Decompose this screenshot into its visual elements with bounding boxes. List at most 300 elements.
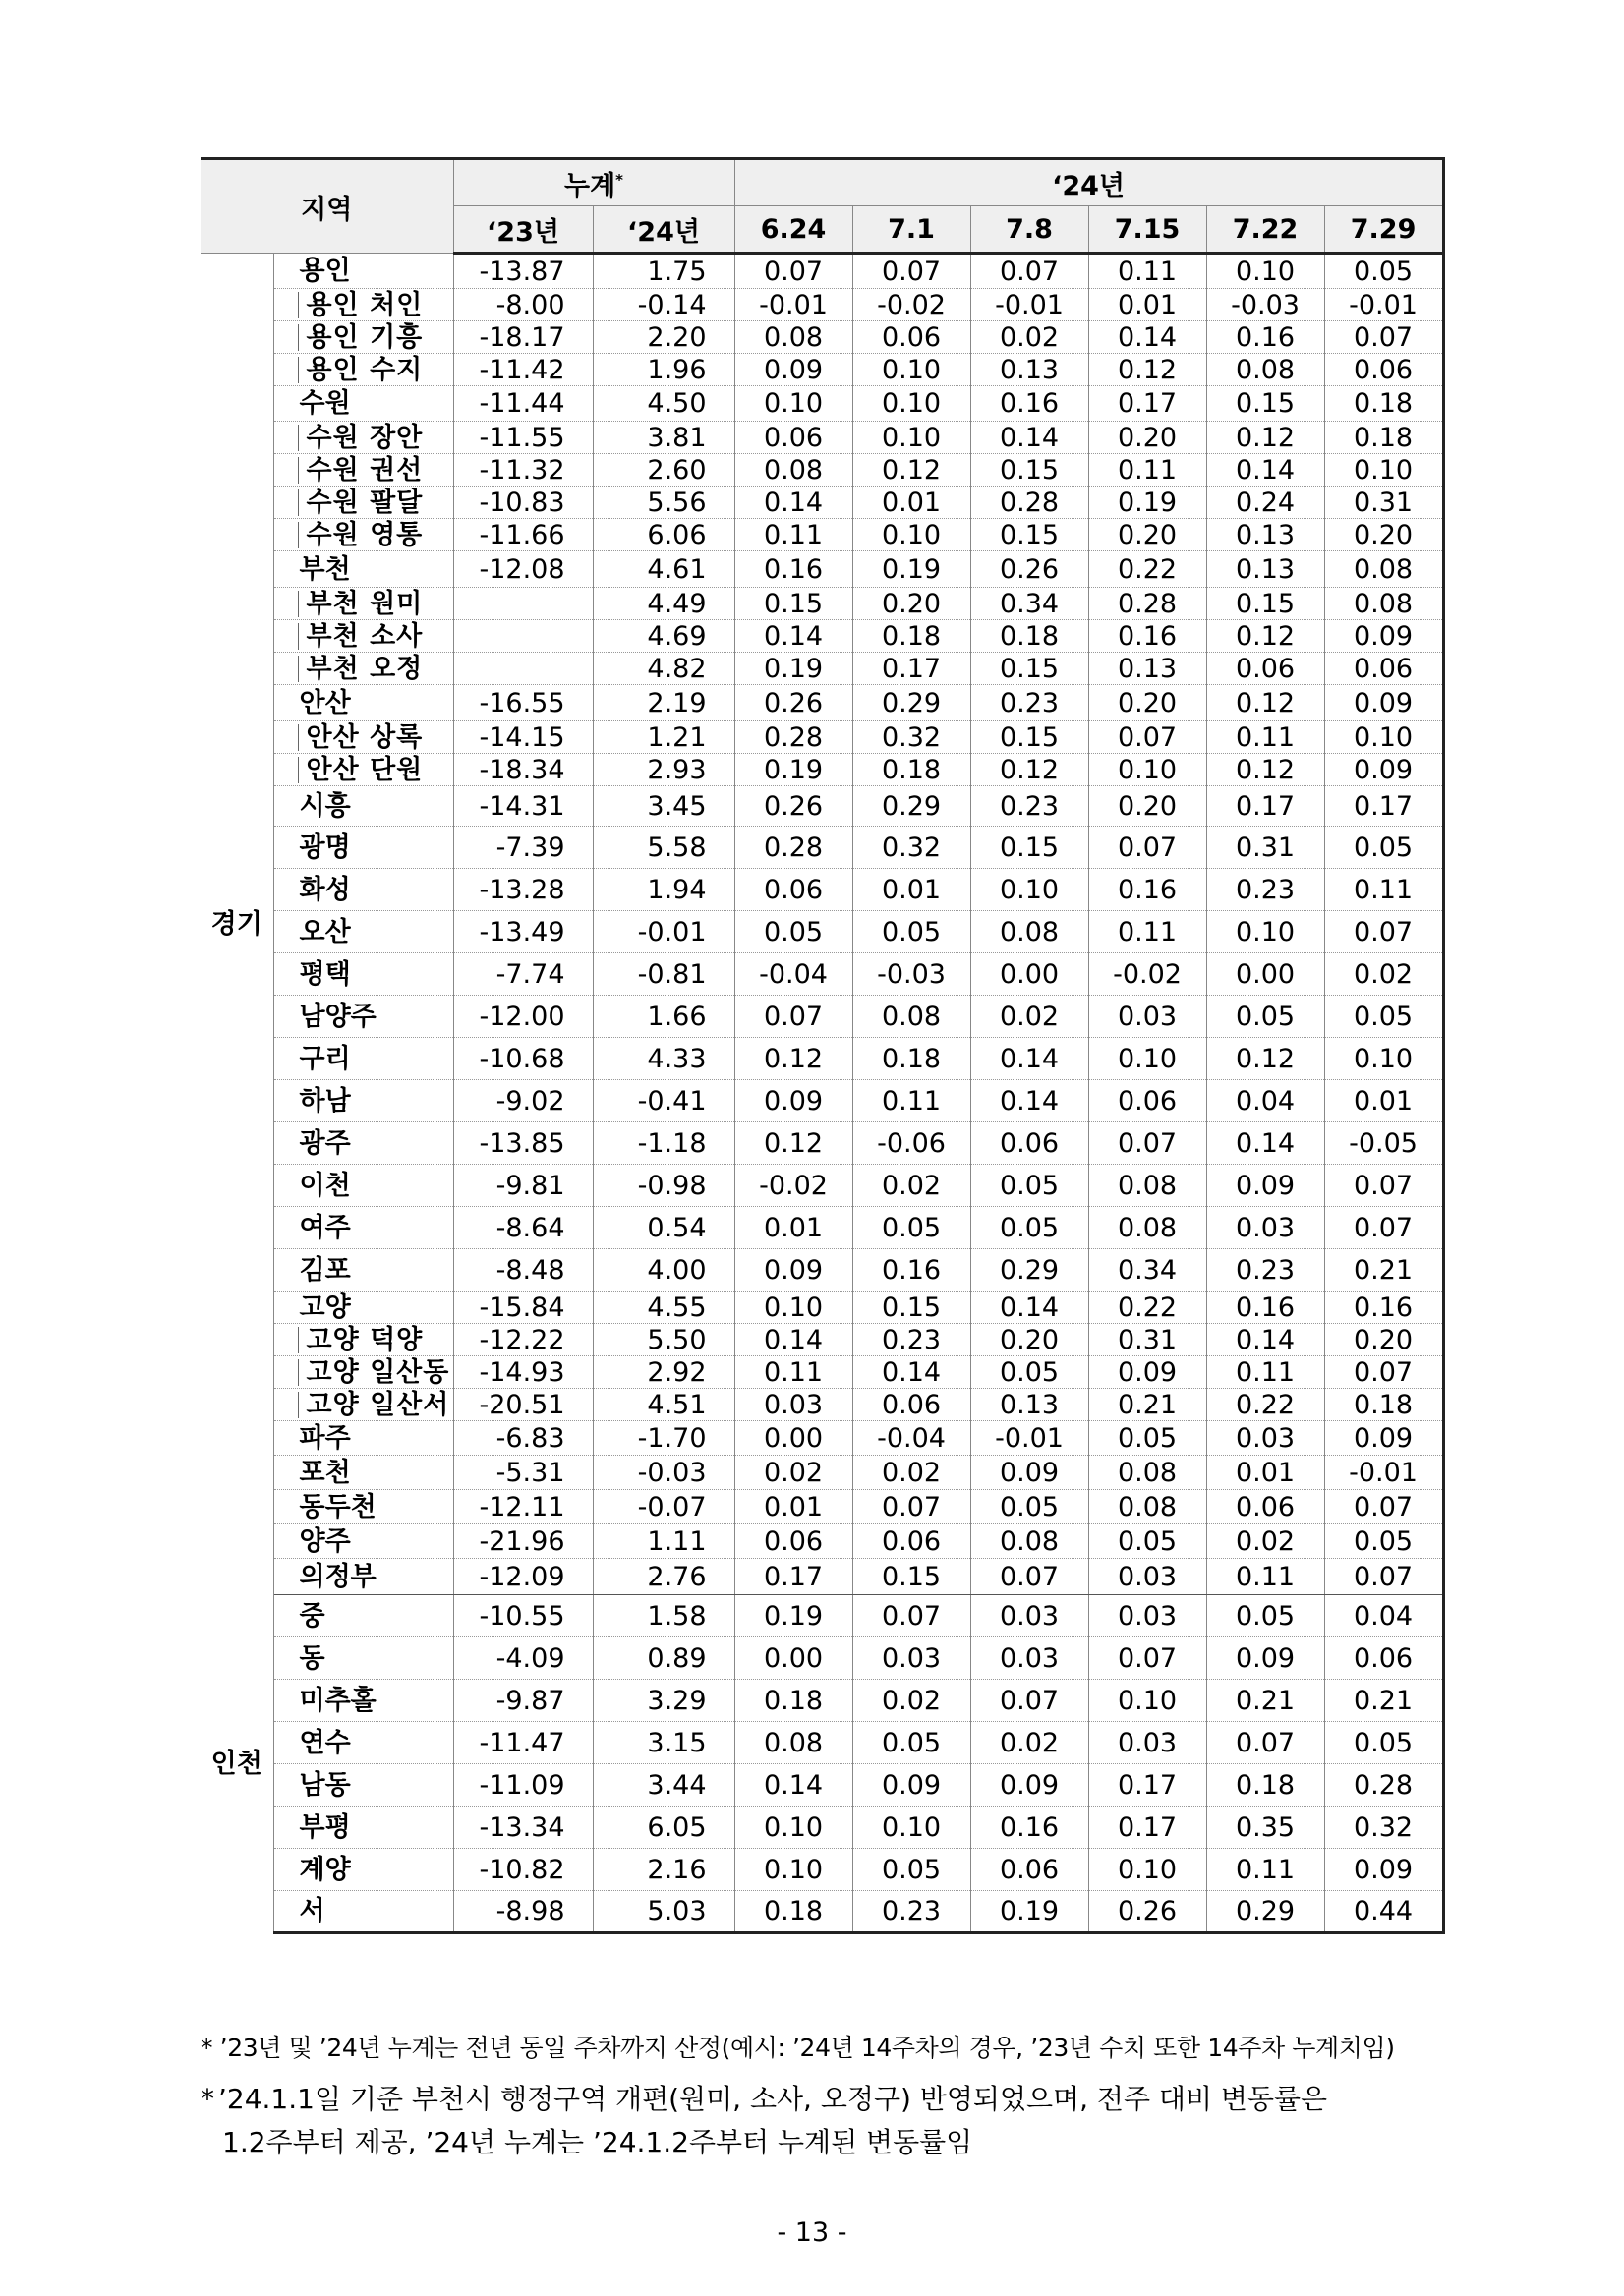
weekly-change: 0.12 [734,1122,852,1165]
cumulative-23: -20.51 [453,1389,593,1421]
weekly-change: 0.06 [1206,653,1324,685]
cumulative-23: -12.11 [453,1490,593,1524]
weekly-change: 0.06 [970,1122,1088,1165]
province-label: 인천 [201,1595,273,1933]
region-name: 남동 [273,1764,453,1807]
weekly-change: 0.16 [1206,1292,1324,1324]
weekly-change: 0.05 [1324,827,1443,869]
weekly-change: 0.03 [734,1389,852,1421]
weekly-change: 0.20 [852,588,970,620]
subregion-label: 고양 일산동 [298,1359,462,1386]
table-row [201,1080,1443,1122]
table-row [201,487,1443,519]
weekly-change: -0.04 [852,1421,970,1456]
subregion-label: 안산 상록 [298,724,435,751]
weekly-change: 0.16 [734,551,852,588]
subregion-name [273,620,453,653]
weekly-change: 0.20 [1088,786,1206,827]
weekly-change: 0.02 [970,1722,1088,1764]
weekly-change: 0.07 [734,996,852,1038]
weekly-change: 0.14 [734,487,852,519]
weekly-change: 0.14 [1206,1122,1324,1165]
header-week: 7.29 [1324,206,1443,254]
weekly-change: 0.14 [1206,454,1324,487]
subregion-label: 부천 소사 [298,623,435,650]
cumulative-23: -4.09 [453,1637,593,1680]
weekly-change: 0.20 [1088,422,1206,454]
cumulative-24: -0.81 [593,953,734,996]
table-row [201,1122,1443,1165]
weekly-change: 0.18 [970,620,1088,653]
weekly-change: 0.19 [734,1595,852,1637]
table-row [201,1249,1443,1292]
weekly-change: 0.05 [852,1722,970,1764]
region-name: 양주 [273,1524,453,1559]
subregion-name [273,1356,453,1389]
cumulative-24: 2.60 [593,454,734,487]
weekly-change: 0.32 [852,827,970,869]
weekly-change: 0.14 [1088,321,1206,354]
subregion-name [273,1324,453,1356]
weekly-change: 0.07 [734,254,852,289]
weekly-change: 0.14 [852,1356,970,1389]
cumulative-24: 1.58 [593,1595,734,1637]
table-row [201,1680,1443,1722]
weekly-change: 0.02 [1206,1524,1324,1559]
subregion-name [273,1389,453,1421]
weekly-change: 0.03 [852,1637,970,1680]
weekly-change: 0.29 [852,786,970,827]
weekly-change: 0.02 [852,1680,970,1722]
province-label: 경기 [201,254,273,1595]
weekly-change: 0.03 [970,1595,1088,1637]
region-name: 의정부 [273,1559,453,1595]
weekly-change: 0.15 [970,653,1088,685]
weekly-change: 0.12 [970,754,1088,786]
weekly-change: 0.10 [734,1849,852,1891]
weekly-change: 0.15 [970,454,1088,487]
weekly-change: 0.10 [1324,454,1443,487]
weekly-change: 0.20 [1088,519,1206,551]
cumulative-24: 4.33 [593,1038,734,1080]
region-name: 파주 [273,1421,453,1456]
weekly-change: 0.19 [1088,487,1206,519]
weekly-change: 0.19 [734,653,852,685]
cumulative-23: -11.42 [453,354,593,386]
weekly-change: 0.13 [1206,551,1324,588]
table-row [201,754,1443,786]
table-row [201,721,1443,754]
weekly-change: -0.03 [852,953,970,996]
region-name: 수원 [273,386,453,422]
weekly-change: 0.10 [1088,1680,1206,1722]
weekly-change: 0.06 [1088,1080,1206,1122]
cumulative-23: -12.08 [453,551,593,588]
subregion-name [273,354,453,386]
region-name: 포천 [273,1456,453,1490]
weekly-change: 0.05 [1324,996,1443,1038]
cumulative-23: -11.55 [453,422,593,454]
cumulative-24: 1.21 [593,721,734,754]
weekly-change: 0.02 [1324,953,1443,996]
weekly-change: -0.01 [970,1421,1088,1456]
subregion-name [273,454,453,487]
weekly-change: 0.16 [970,1807,1088,1849]
weekly-change: 0.11 [1088,254,1206,289]
weekly-change: 0.09 [1324,685,1443,721]
region-name: 중 [273,1595,453,1637]
weekly-change: 0.23 [852,1891,970,1933]
weekly-change: 0.23 [1206,869,1324,911]
table-row [201,588,1443,620]
cumulative-24: -0.14 [593,289,734,321]
weekly-change: 0.23 [970,685,1088,721]
cumulative-24: 3.81 [593,422,734,454]
weekly-change: 0.08 [1324,588,1443,620]
weekly-change: 0.07 [1088,827,1206,869]
cumulative-23: -5.31 [453,1456,593,1490]
weekly-change: 0.09 [1206,1165,1324,1207]
region-name: 광명 [273,827,453,869]
cumulative-23: -16.55 [453,685,593,721]
weekly-change: 0.28 [734,721,852,754]
weekly-change: 0.19 [852,551,970,588]
table-row [201,1764,1443,1807]
cumulative-24: 0.54 [593,1207,734,1249]
weekly-change: 0.02 [852,1165,970,1207]
table-row [201,354,1443,386]
weekly-change: 0.08 [1088,1165,1206,1207]
weekly-change: 0.13 [1206,519,1324,551]
cumulative-23: -8.64 [453,1207,593,1249]
weekly-change: 0.07 [1324,1490,1443,1524]
region-name: 오산 [273,911,453,953]
weekly-change: 0.44 [1324,1891,1443,1933]
weekly-change: -0.02 [734,1165,852,1207]
weekly-change: 0.07 [1206,1722,1324,1764]
table-row [201,519,1443,551]
region-name: 광주 [273,1122,453,1165]
cumulative-23: -9.81 [453,1165,593,1207]
weekly-change: 0.18 [1324,422,1443,454]
weekly-change: 0.01 [852,487,970,519]
cumulative-24: 5.58 [593,827,734,869]
weekly-change: 0.14 [734,1324,852,1356]
region-name: 부천 [273,551,453,588]
weekly-change: 0.18 [1324,386,1443,422]
weekly-change: 0.26 [1088,1891,1206,1933]
weekly-change: 0.08 [1324,551,1443,588]
table-row [201,869,1443,911]
weekly-change: 0.10 [1088,1038,1206,1080]
header-week: 7.22 [1206,206,1324,254]
header-week: 7.1 [852,206,970,254]
weekly-change: 0.06 [1324,1637,1443,1680]
table-row [201,1524,1443,1559]
weekly-change: 0.11 [1088,454,1206,487]
weekly-change: 0.07 [1324,1559,1443,1595]
weekly-change: 0.03 [1088,1559,1206,1595]
table-row [201,1490,1443,1524]
weekly-change: 0.15 [970,721,1088,754]
weekly-change: 0.17 [1088,386,1206,422]
weekly-change: 0.10 [852,519,970,551]
header-col-24: ‘24년 [593,206,734,254]
cumulative-23: -12.00 [453,996,593,1038]
weekly-change: 0.04 [1324,1595,1443,1637]
weekly-change: 0.14 [1206,1324,1324,1356]
cumulative-23: -12.22 [453,1324,593,1356]
region-name: 김포 [273,1249,453,1292]
subregion-label: 용인 기흥 [298,324,435,351]
weekly-change: 0.07 [1088,1637,1206,1680]
subregion-label: 용인 처인 [298,292,435,318]
weekly-change: 0.07 [1324,1356,1443,1389]
table-row [201,786,1443,827]
cumulative-23: -21.96 [453,1524,593,1559]
weekly-change: 0.16 [852,1249,970,1292]
weekly-change: 0.03 [1088,1722,1206,1764]
cumulative-23: -18.17 [453,321,593,354]
weekly-change: -0.01 [734,289,852,321]
region-name: 이천 [273,1165,453,1207]
weekly-change: 0.12 [1088,354,1206,386]
weekly-change: 0.09 [1324,1849,1443,1891]
cumulative-24: 5.56 [593,487,734,519]
weekly-change: 0.14 [970,1080,1088,1122]
cumulative-23: -9.87 [453,1680,593,1722]
weekly-change: 0.05 [970,1207,1088,1249]
weekly-change: 0.21 [1206,1680,1324,1722]
weekly-change: 0.29 [852,685,970,721]
subregion-label: 수원 영통 [298,522,435,548]
weekly-change: 0.21 [1324,1249,1443,1292]
footnote-bucheon-line1 [201,2078,1449,2121]
table-row [201,422,1443,454]
weekly-change: 0.18 [852,754,970,786]
weekly-change: -0.01 [970,289,1088,321]
cumulative-24: 4.50 [593,386,734,422]
header-col-23: ‘23년 [453,206,593,254]
table-row [201,1559,1443,1595]
weekly-change: 0.26 [734,685,852,721]
table-row [201,996,1443,1038]
weekly-change: 0.01 [1088,289,1206,321]
weekly-change: 0.08 [970,1524,1088,1559]
cumulative-23: -11.09 [453,1764,593,1807]
weekly-change: 0.10 [1324,721,1443,754]
weekly-change: 0.05 [970,1490,1088,1524]
weekly-change: 0.06 [852,321,970,354]
weekly-change: 0.09 [1088,1356,1206,1389]
subregion-name [273,588,453,620]
weekly-change: 0.18 [1324,1389,1443,1421]
table-row [201,1038,1443,1080]
cumulative-24: 2.76 [593,1559,734,1595]
cumulative-24: 4.49 [593,588,734,620]
table-row [201,1421,1443,1456]
weekly-change: 0.07 [1324,321,1443,354]
weekly-change: 0.18 [852,620,970,653]
cumulative-24: 4.82 [593,653,734,685]
weekly-change: 0.10 [1088,1849,1206,1891]
header-cumulative-label: 누계 [564,170,616,201]
cumulative-23: -6.83 [453,1421,593,1456]
weekly-change: 0.06 [734,869,852,911]
footnote-bucheon-text1: ’24.1.1일 기준 부천시 행정구역 개편(원미, 소사, 오정구) 반영되었으며, 전주 대비 변동률은 [218,2083,1328,2115]
weekly-change: 0.08 [734,321,852,354]
footnote-bucheon [201,2078,1449,2164]
table-row [201,1849,1443,1891]
subregion-name [273,321,453,354]
subregion-name [273,289,453,321]
footnotes [201,2033,1449,2164]
weekly-change: -0.03 [1206,289,1324,321]
footnote-star: * [201,2083,214,2115]
weekly-change: 0.03 [1206,1207,1324,1249]
weekly-change: -0.01 [1324,1456,1443,1490]
weekly-change: 0.32 [1324,1807,1443,1849]
weekly-change: 0.20 [1088,685,1206,721]
table-row [201,1389,1443,1421]
weekly-change: 0.31 [1206,827,1324,869]
table-row [201,289,1443,321]
weekly-change: -0.02 [1088,953,1206,996]
weekly-change: 0.06 [734,422,852,454]
cumulative-24: 3.29 [593,1680,734,1722]
weekly-change: 0.11 [1206,1356,1324,1389]
cumulative-23: -15.84 [453,1292,593,1324]
weekly-change: 0.20 [1324,519,1443,551]
weekly-change: 0.03 [970,1637,1088,1680]
table-row [201,1207,1443,1249]
weekly-change: 0.15 [734,588,852,620]
cumulative-24: 1.66 [593,996,734,1038]
weekly-change: 0.15 [970,519,1088,551]
weekly-change: 0.17 [1088,1764,1206,1807]
price-change-table [201,157,1445,1934]
cumulative-24: -0.41 [593,1080,734,1122]
cumulative-24: 4.69 [593,620,734,653]
weekly-change: 0.15 [852,1559,970,1595]
region-name: 안산 [273,685,453,721]
region-name: 남양주 [273,996,453,1038]
cumulative-23 [453,653,593,685]
weekly-change: -0.06 [852,1122,970,1165]
cumulative-24: 6.06 [593,519,734,551]
weekly-change: 0.17 [734,1559,852,1595]
region-name: 고양 [273,1292,453,1324]
weekly-change: 0.12 [1206,754,1324,786]
header-year24: ‘24년 [734,159,1443,206]
weekly-change: 0.10 [852,386,970,422]
weekly-change: 0.14 [970,1038,1088,1080]
cumulative-23: -9.02 [453,1080,593,1122]
weekly-change: 0.23 [1206,1249,1324,1292]
cumulative-23: -10.68 [453,1038,593,1080]
region-name: 시흥 [273,786,453,827]
cumulative-24: 6.05 [593,1807,734,1849]
weekly-change: 0.17 [1088,1807,1206,1849]
weekly-change: 0.10 [852,1807,970,1849]
weekly-change: 0.05 [1088,1524,1206,1559]
weekly-change: 0.07 [852,1490,970,1524]
table-row [201,254,1443,289]
weekly-change: 0.06 [852,1524,970,1559]
header-region: 지역 [201,159,453,254]
weekly-change: 0.07 [1324,911,1443,953]
cumulative-24: -1.18 [593,1122,734,1165]
cumulative-23: -11.47 [453,1722,593,1764]
cumulative-24: 2.19 [593,685,734,721]
weekly-change: 0.14 [734,1764,852,1807]
table-row [201,1165,1443,1207]
cumulative-23: -13.87 [453,254,593,289]
weekly-change: 0.07 [1324,1207,1443,1249]
weekly-change: 0.01 [852,869,970,911]
weekly-change: 0.07 [1088,721,1206,754]
subregion-label: 수원 장안 [298,425,435,451]
weekly-change: 0.18 [1206,1764,1324,1807]
weekly-change: 0.07 [970,1559,1088,1595]
page-number: - 13 - [777,2217,847,2248]
weekly-change: 0.07 [1088,1122,1206,1165]
table-row [201,1807,1443,1849]
region-name: 동두천 [273,1490,453,1524]
weekly-change: 0.23 [970,786,1088,827]
weekly-change: 0.26 [734,786,852,827]
table-row [201,454,1443,487]
subregion-label: 고양 덕양 [298,1327,435,1353]
cumulative-24: -0.01 [593,911,734,953]
subregion-name [273,422,453,454]
weekly-change: 0.34 [970,588,1088,620]
weekly-change: 0.19 [970,1891,1088,1933]
weekly-change: 0.14 [970,422,1088,454]
region-name: 평택 [273,953,453,996]
subregion-label: 용인 수지 [298,357,435,383]
weekly-change: 0.06 [852,1389,970,1421]
weekly-change: 0.02 [970,321,1088,354]
cumulative-23: -14.31 [453,786,593,827]
weekly-change: 0.08 [852,996,970,1038]
table-row [201,1356,1443,1389]
cumulative-24: -0.07 [593,1490,734,1524]
header-week: 7.8 [970,206,1088,254]
table-row [201,1456,1443,1490]
subregion-label: 부천 오정 [298,656,435,682]
footnote-cumulative: * ’23년 및 ’24년 누계는 전년 동일 주차까지 산정(예시: ’24년 14주차의 경우, ’23년 수치 또한 14주차 누계치임) [201,2034,1395,2062]
cumulative-24: 1.96 [593,354,734,386]
weekly-change: 0.07 [970,1680,1088,1722]
table-row [201,1595,1443,1637]
region-name: 동 [273,1637,453,1680]
weekly-change: 0.10 [852,354,970,386]
weekly-change: 0.09 [970,1456,1088,1490]
cumulative-24: 0.89 [593,1637,734,1680]
footnote-bucheon-line2: 1.2주부터 제공, ’24년 누계는 ’24.1.2주부터 누계된 변동률임 [222,2126,973,2158]
weekly-change: 0.29 [970,1249,1088,1292]
cumulative-24: 2.92 [593,1356,734,1389]
table-header [201,159,1443,254]
weekly-change: 0.11 [734,1356,852,1389]
weekly-change: 0.28 [734,827,852,869]
cumulative-23: -11.32 [453,454,593,487]
weekly-change: 0.09 [734,1080,852,1122]
cumulative-23 [453,620,593,653]
table-row [201,1891,1443,1933]
cumulative-23: -11.66 [453,519,593,551]
